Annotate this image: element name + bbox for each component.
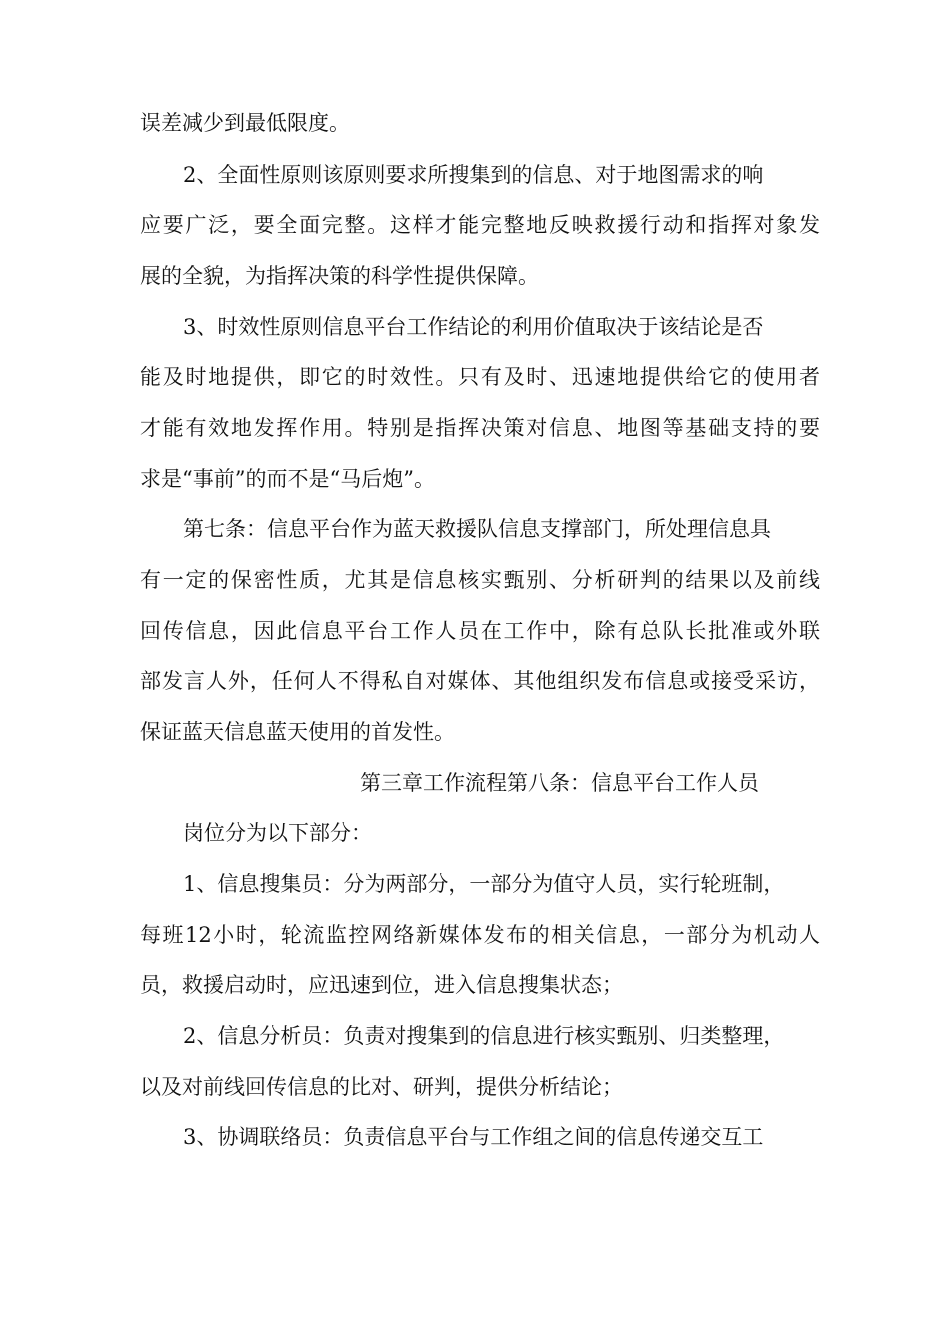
paragraph-line: 第七条：信息平台作为蓝天救援队信息支撑部门，所处理信息具 (183, 517, 771, 541)
paragraph-line: 应要广泛，要全面完整。这样才能完整地反映救援行动和指挥对象发 (140, 213, 820, 237)
paragraph-line: 以及对前线回传信息的比对、研判，提供分析结论； (140, 1075, 623, 1099)
paragraph-line: 2、全面性原则该原则要求所搜集到的信息、对于地图需求的响 (183, 163, 764, 187)
paragraph-line: 3、时效性原则信息平台工作结论的利用价值取决于该结论是否 (183, 315, 764, 339)
paragraph-line: 部发言人外，任何人不得私自对媒体、其他组织发布信息或接受采访， (140, 669, 820, 693)
paragraph-line: 保证蓝天信息蓝天使用的首发性。 (140, 720, 455, 744)
paragraph-line: 求是“事前”的而不是“马后炮”。 (140, 467, 435, 491)
paragraph-line: 员，救援启动时，应迅速到位，进入信息搜集状态； (140, 973, 623, 997)
paragraph-line: 回传信息，因此信息平台工作人员在工作中，除有总队长批准或外联 (140, 619, 820, 643)
paragraph-line: 2、信息分析员：负责对搜集到的信息进行核实甄别、归类整理， (183, 1024, 785, 1048)
paragraph-line: 1、信息搜集员：分为两部分，一部分为值守人员，实行轮班制， (183, 872, 785, 896)
paragraph-line: 误差减少到最低限度。 (140, 111, 350, 135)
chapter-heading: 第三章工作流程第八条：信息平台工作人员 (360, 771, 759, 795)
paragraph-line: 岗位分为以下部分： (183, 821, 372, 845)
paragraph-line: 每班12小时，轮流监控网络新媒体发布的相关信息，一部分为机动人 (140, 923, 820, 947)
paragraph-line: 才能有效地发挥作用。特别是指挥决策对信息、地图等基础支持的要 (140, 416, 820, 440)
paragraph-line: 有一定的保密性质，尤其是信息核实甄别、分析研判的结果以及前线 (140, 568, 820, 592)
paragraph-line: 展的全貌，为指挥决策的科学性提供保障。 (140, 264, 539, 288)
paragraph-line: 能及时地提供，即它的时效性。只有及时、迅速地提供给它的使用者 (140, 365, 820, 389)
paragraph-line: 3、协调联络员：负责信息平台与工作组之间的信息传递交互工 (183, 1125, 764, 1149)
